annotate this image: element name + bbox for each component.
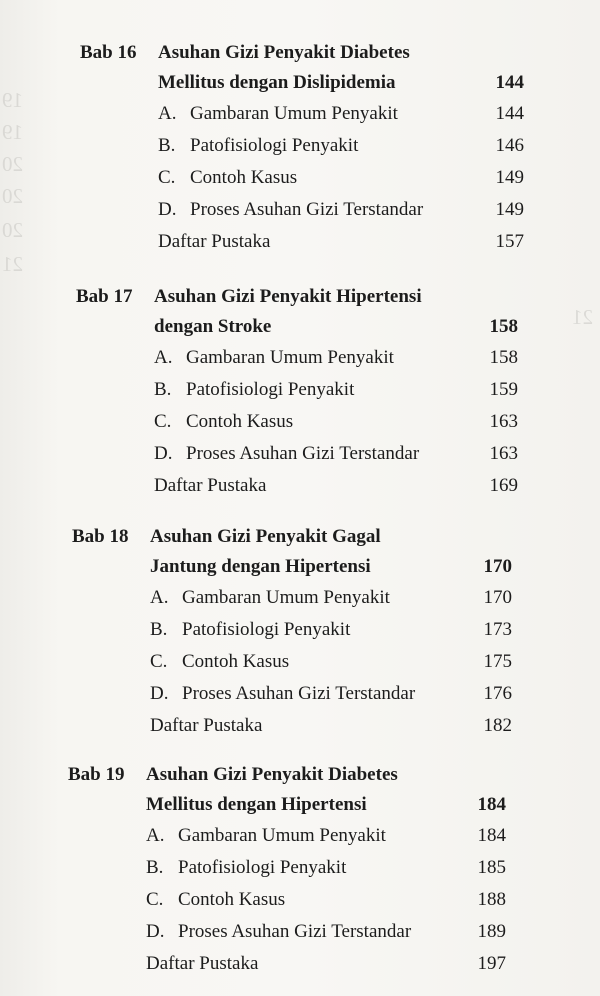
entry-page-number: 163 <box>489 443 518 464</box>
references-title: Daftar Pustaka <box>158 231 271 252</box>
bleed-through-number: 20 <box>2 152 23 176</box>
toc-entry <box>68 820 506 852</box>
chapter-title-line <box>68 760 506 790</box>
references-entry <box>68 948 506 980</box>
toc-entry <box>68 884 506 916</box>
entry-page-number: 146 <box>495 135 524 156</box>
toc-entry <box>72 646 512 678</box>
toc-entry <box>76 406 518 438</box>
entry-title: Proses Asuhan Gizi Terstandar <box>190 199 424 220</box>
entry-page-number: 144 <box>495 103 524 124</box>
references-page-number: 157 <box>495 231 524 252</box>
toc-entry <box>76 438 518 470</box>
entry-page-number: 176 <box>483 683 512 704</box>
toc-entry <box>72 614 512 646</box>
entry-title: Contoh Kasus <box>190 167 298 188</box>
entry-title: Contoh Kasus <box>178 889 286 910</box>
entry-title: Contoh Kasus <box>182 651 290 672</box>
toc-entry <box>76 342 518 374</box>
toc-entry <box>80 130 524 162</box>
entry-page-number: 175 <box>483 651 512 672</box>
chapter-title: Asuhan Gizi Penyakit Gagal <box>150 526 381 547</box>
references-title: Daftar Pustaka <box>154 475 267 496</box>
chapter-16 <box>80 38 524 258</box>
references-entry <box>76 470 518 502</box>
entry-title: Gambaran Umum Penyakit <box>182 587 390 608</box>
entry-letter: A. <box>158 103 177 124</box>
entry-page-number: 159 <box>489 379 518 400</box>
entry-title: Proses Asuhan Gizi Terstandar <box>178 921 412 942</box>
chapter-label: Bab 17 <box>76 286 133 307</box>
entry-letter: B. <box>146 857 164 878</box>
entry-page-number: 188 <box>477 889 506 910</box>
bleed-through-number: 21 <box>2 252 23 276</box>
entry-page-number: 170 <box>483 587 512 608</box>
toc-entry <box>68 852 506 884</box>
toc-entry <box>80 194 524 226</box>
chapter-18 <box>72 522 512 742</box>
chapter-page-number: 144 <box>495 72 524 93</box>
references-entry <box>80 226 524 258</box>
entry-title: Patofisiologi Penyakit <box>186 379 355 400</box>
chapter-title: dengan Stroke <box>154 316 272 337</box>
toc-entry <box>80 162 524 194</box>
entry-title: Contoh Kasus <box>186 411 294 432</box>
references-entry <box>72 710 512 742</box>
entry-page-number: 149 <box>495 167 524 188</box>
entry-page-number: 158 <box>489 347 518 368</box>
toc-entry <box>76 374 518 406</box>
entry-title: Gambaran Umum Penyakit <box>186 347 394 368</box>
entry-letter: C. <box>146 889 164 910</box>
chapter-title: Asuhan Gizi Penyakit Diabetes <box>146 764 398 785</box>
references-page-number: 197 <box>477 953 506 974</box>
chapter-title-line <box>72 552 512 582</box>
toc-entry <box>68 916 506 948</box>
chapter-page-number: 158 <box>489 316 518 337</box>
chapter-19 <box>68 760 506 980</box>
chapter-label: Bab 19 <box>68 764 125 785</box>
entry-letter: D. <box>154 443 173 464</box>
entry-page-number: 185 <box>477 857 506 878</box>
references-title: Daftar Pustaka <box>146 953 259 974</box>
chapter-title-line <box>76 282 518 312</box>
bleed-through-number: 19 <box>2 120 23 144</box>
entry-title: Proses Asuhan Gizi Terstandar <box>182 683 416 704</box>
entry-page-number: 184 <box>477 825 506 846</box>
chapter-label: Bab 18 <box>72 526 129 547</box>
chapter-title-line <box>72 522 512 552</box>
entry-page-number: 163 <box>489 411 518 432</box>
references-page-number: 182 <box>483 715 512 736</box>
chapter-title-line <box>68 790 506 820</box>
bleed-through-number: 20 <box>2 184 23 208</box>
entry-page-number: 149 <box>495 199 524 220</box>
entry-letter: C. <box>158 167 176 188</box>
entry-page-number: 189 <box>477 921 506 942</box>
entry-letter: B. <box>150 619 168 640</box>
entry-letter: C. <box>154 411 172 432</box>
chapter-title: Mellitus dengan Hipertensi <box>146 794 367 815</box>
toc-entry <box>80 98 524 130</box>
entry-letter: B. <box>158 135 176 156</box>
toc-entry <box>72 678 512 710</box>
entry-letter: D. <box>146 921 165 942</box>
entry-letter: D. <box>158 199 177 220</box>
entry-title: Gambaran Umum Penyakit <box>190 103 398 124</box>
entry-title: Patofisiologi Penyakit <box>190 135 359 156</box>
references-page-number: 169 <box>489 475 518 496</box>
references-title: Daftar Pustaka <box>150 715 263 736</box>
chapter-title-line <box>76 312 518 342</box>
entry-letter: A. <box>146 825 165 846</box>
bleed-through-number: 20 <box>2 218 23 242</box>
chapter-title: Jantung dengan Hipertensi <box>150 556 371 577</box>
chapter-page-number: 170 <box>483 556 512 577</box>
entry-letter: A. <box>154 347 173 368</box>
entry-letter: A. <box>150 587 169 608</box>
chapter-title: Asuhan Gizi Penyakit Hipertensi <box>154 286 422 307</box>
chapter-page-number: 184 <box>477 794 506 815</box>
entry-title: Proses Asuhan Gizi Terstandar <box>186 443 420 464</box>
chapter-title-line <box>80 68 524 98</box>
entry-page-number: 173 <box>483 619 512 640</box>
entry-letter: C. <box>150 651 168 672</box>
entry-letter: D. <box>150 683 169 704</box>
entry-title: Gambaran Umum Penyakit <box>178 825 386 846</box>
entry-letter: B. <box>154 379 172 400</box>
chapter-title-line <box>80 38 524 68</box>
chapter-title: Asuhan Gizi Penyakit Diabetes <box>158 42 410 63</box>
entry-title: Patofisiologi Penyakit <box>178 857 347 878</box>
bleed-through-number: 21 <box>572 305 593 329</box>
chapter-title: Mellitus dengan Dislipidemia <box>158 72 396 93</box>
toc-entry <box>72 582 512 614</box>
chapter-17 <box>76 282 518 502</box>
entry-title: Patofisiologi Penyakit <box>182 619 351 640</box>
chapter-label: Bab 16 <box>80 42 137 63</box>
bleed-through-number: 19 <box>2 88 23 112</box>
